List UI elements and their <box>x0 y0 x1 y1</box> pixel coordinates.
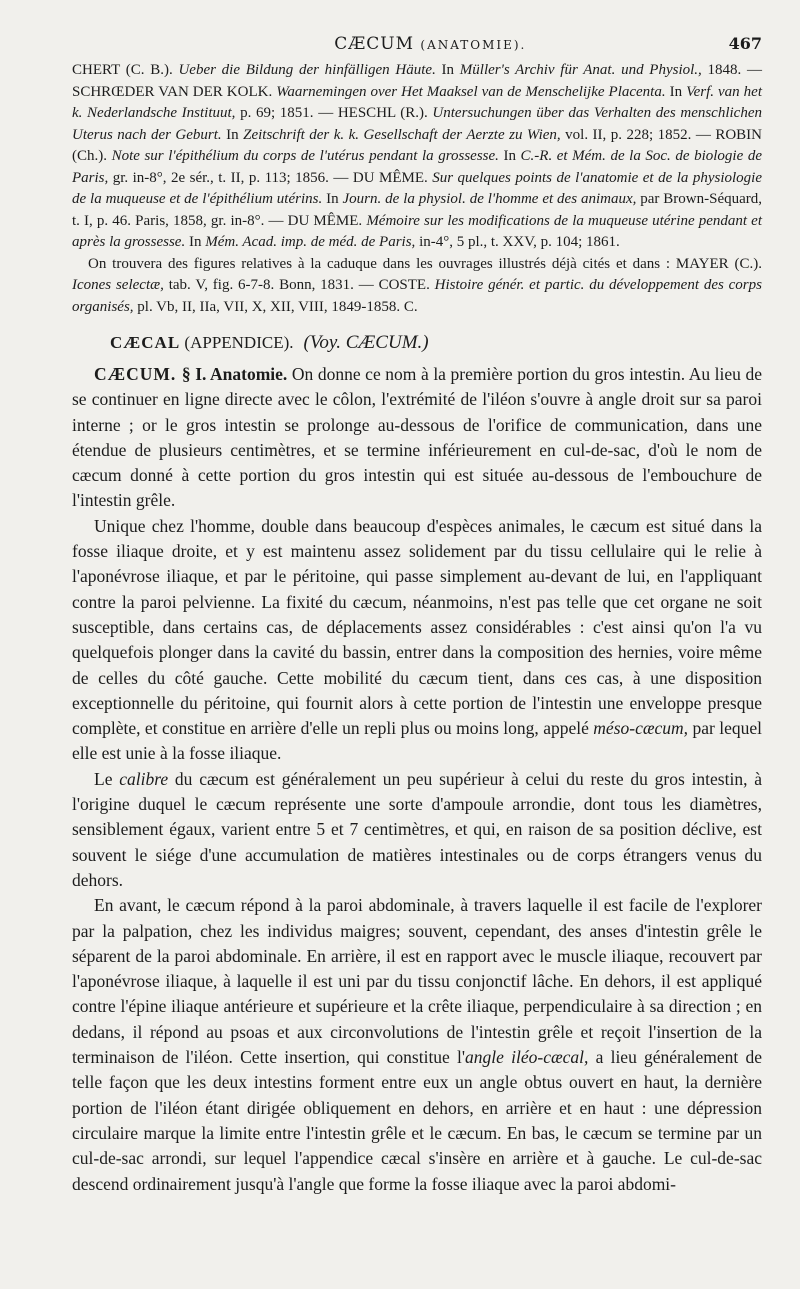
bib-title: Müller's Archiv für Anat. und Physiol., <box>459 62 702 78</box>
article-paragraph <box>72 767 762 893</box>
bib-title: Histoire génér. et partic. du développement des corps organisés, <box>72 277 762 315</box>
bib-text: In <box>498 148 521 164</box>
bib-title: Waarnemingen over Het Maaksel van de Menschelijke Placenta. <box>276 83 666 100</box>
bib-text: On trouvera des figures relatives à la caduque dans les ouvrages illustrés déjà cités et dans : MAYER (C.). <box>88 255 762 272</box>
running-title <box>72 34 729 54</box>
article-text: Le <box>94 768 120 789</box>
article-caecum <box>72 362 762 1197</box>
bib-text: gr. in-8°, 2e sér., t. II, p. 113; 1856. — DU MÊME. <box>108 169 433 186</box>
bib-title: Ueber die Bildung der hinfälligen Häute. <box>178 62 436 78</box>
bib-title: Icones selectæ, <box>72 277 164 293</box>
bib-text: tab. V, fig. 6-7-8. Bonn, 1831. — COSTE. <box>163 277 435 293</box>
running-title-main: CÆCUM <box>334 34 414 54</box>
bib-text: In <box>221 126 244 143</box>
article-paragraph <box>72 514 762 767</box>
article-paragraph <box>72 362 762 514</box>
bib-text: CHERT (C. B.). <box>72 62 179 78</box>
running-title-sub: (ANATOMIE). <box>420 38 527 52</box>
bib-title: Zeitschrift der k. k. Gesellschaft der Aerzte zu Wien, <box>243 126 561 143</box>
entry-caecal-rest: (APPENDICE). <box>180 333 294 352</box>
article-section-heading: § I. Anatomie. <box>181 364 288 384</box>
bib-text: pl. Vb, II, IIa, VII, X, XII, VIII, 1849-1858. C. <box>133 298 418 315</box>
running-head <box>72 34 762 54</box>
bib-title: Verf. van het k. Nederlandsche Instituut, <box>72 83 762 121</box>
bib-text: p. 69; 1851. — HESCHL (R.). <box>235 105 433 121</box>
bib-title: Note sur l'épithélium du corps de l'utérus pendant la grossesse. <box>111 148 499 164</box>
entry-caecal-term: CÆCAL <box>110 333 181 352</box>
article-text: On donne ce nom à la première portion du gros intestin. Au lieu de se continuer en ligne directe avec le côlon, l'extrémité de l'iléon s'ouvre à angle droit sur sa paroi interne ; or le gros intestin se prolonge au-dessous de l'orifice de communication, dans une étendue de plusieurs centimètres, et se termine inférieurement en cul-de-sac, d'où le nom de cæcum donné à cette portion du gros intestin qui est située au-dessous de l'embouchure de l'intestin grêle. <box>72 364 763 511</box>
article-paragraph <box>72 893 762 1197</box>
bib-text: In <box>435 62 460 78</box>
bib-title: C.-R. et Mém. de la Soc. de biologie de Paris, <box>72 148 762 186</box>
page-number: 467 <box>728 34 762 53</box>
bib-text: 1848. — SCHRŒDER VAN DER KOLK. <box>72 62 763 100</box>
bib-title: Sur quelques points de l'anatomie et de la physiologie de la muqueuse et de l'épithélium utérins. <box>72 169 762 207</box>
bib-text: vol. II, p. 228; 1852. — ROBIN (Ch.). <box>72 126 762 164</box>
entry-caecal-crossref: (Voy. CÆCUM.) <box>303 332 429 353</box>
bib-title: Journ. de la physiol. de l'homme et des animaux, <box>342 191 637 207</box>
article-lead: CÆCUM. <box>94 364 182 384</box>
article-text: par lequel elle est unie à la fosse iliaque. <box>72 718 763 764</box>
bib-text: In <box>665 83 687 100</box>
article-text: En avant, le cæcum répond à la paroi abdominale, à travers laquelle il est facile de l'explorer par la palpation, chez les individus maigres; souvent, cependant, des anses d'intestin grêle le séparent de la paroi abdominale. En arrière, il est en rapport avec le muscle iliaque, recouvert par l'aponévrose iliaque, à laquelle il est uni par du tissu conjonctif lâche. En dehors, il est appliqué contre l'épine iliaque antérieure et supérieure et la crête iliaque, perpendiculaire à sa direction ; en dedans, il répond au psoas et aux circonvolutions de l'intestin grêle et reçoit l'insertion de la terminaison de l'iléon. Cette insertion, qui constitue l' <box>72 895 762 1068</box>
bib-text: par Brown-Séquard, t. I, p. 46. Paris, 1858, gr. in-8°. — DU MÊME. <box>72 191 763 229</box>
article-text: Unique chez l'homme, double dans beaucoup d'espèces animales, le cæcum est situé dans la fosse iliaque droite, et y est maintenu assez solidement par du tissu cellulaire qui le relie à l'aponévrose iliaque, et par le péritoine, qui passe simplement au-devant de lui, en l'appliquant contre la paroi pelvienne. La fixité du cæcum, néanmoins, n'est pas telle que cet organe ne soit susceptible, dans certains cas, de déplacements assez considérables : c'est ainsi qu'on l'a vu quelquefois plonger dans la cavité du bassin, entrer dans la composition des hernies, voire même de celles du côté gauche. Cette mobilité du cæcum tient, dans ces cas, à une disposition exceptionnelle du péritoine, qui fournit alors à cette portion de l'intestin une enveloppe presque complète, et constitue en arrière d'elle un repli plus ou moins long, appelé <box>72 515 762 739</box>
bib-title: Untersuchungen über das Verhalten des menschlichen Uterus nach der Geburt. <box>72 105 762 143</box>
bibliography-note <box>72 254 762 319</box>
entry-caecal <box>110 332 762 354</box>
bib-text: In <box>185 234 206 250</box>
bibliography-paragraph <box>72 60 762 254</box>
bibliography <box>72 60 762 318</box>
bib-text: In <box>322 191 343 207</box>
bib-title: Mémoire sur les modifications de la muqueuse utérine pendant et après la grossesse. <box>72 212 763 250</box>
article-text: du cæcum est généralement un peu supérieur à celui du reste du gros intestin, à l'origine duquel le cæcum représente une sorte d'ampoule arrondie, dont tous les diamètres, sensiblement égaux, varient entre 5 et 7 centimètres, et qui, en raison de sa position déclive, est souvent le siége d'une accumulation de matières intestinales ou de corps étrangers venus du dehors. <box>72 768 762 890</box>
bib-title: Mém. Acad. imp. de méd. de Paris, <box>205 234 416 250</box>
article-term: angle iléo-cæcal, <box>465 1047 589 1068</box>
article-text: a lieu généralement de telle façon que les deux intestins forment entre eux un angle obtus ouvert en haut, la dernière portion de l'iléon étant dirigée obliquement en dehors, en arrière et en haut : une dépression circulaire marque la limite entre l'intestin grêle et le cæcum. En bas, le cæcum se termine par un cul-de-sac arrondi, sur lequel l'appendice cæcal s'insère en arrière et à gauche. Le cul-de-sac descend ordinairement jusqu'à l'angle que forme la fosse iliaque avec la paroi abdomi- <box>72 1047 762 1194</box>
article-term: calibre <box>119 768 169 789</box>
article-term: méso-cæcum, <box>593 718 689 739</box>
bib-text: in-4°, 5 pl., t. XXV, p. 104; 1861. <box>415 234 620 250</box>
